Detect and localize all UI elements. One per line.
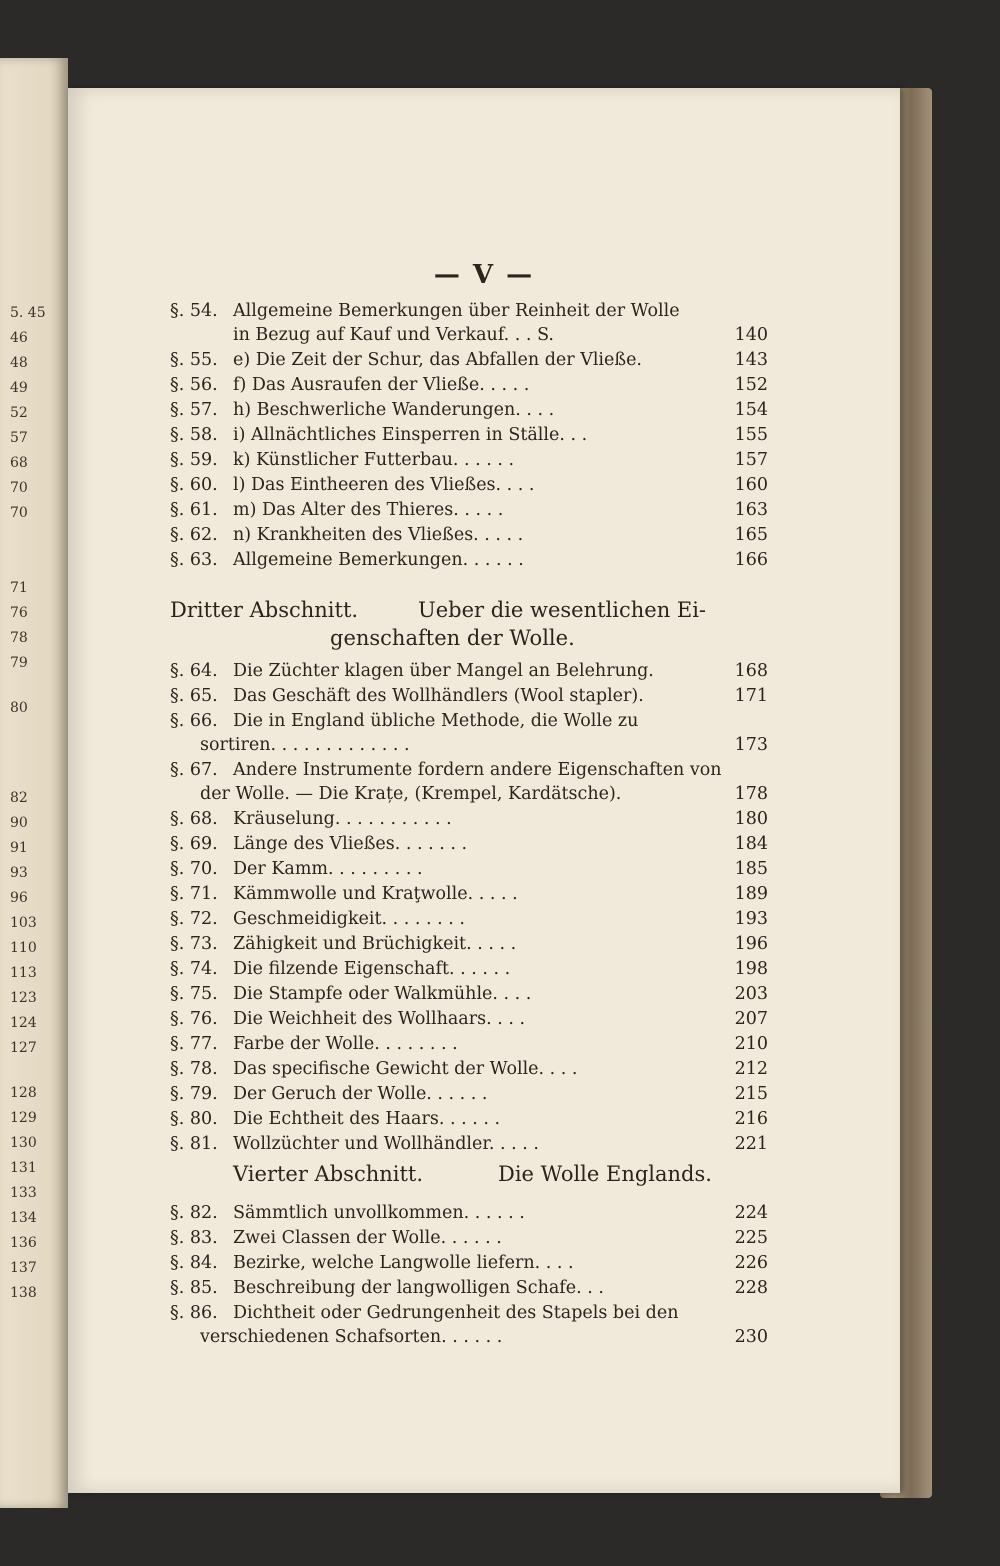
left-page-number: 129 xyxy=(10,1110,37,1126)
page-number: 210 xyxy=(734,1034,768,1054)
left-page-number: 128 xyxy=(10,1085,37,1101)
section-number: §. 77. xyxy=(170,1034,218,1054)
entry-title: k) Künstlicher Futterbau. . . . . . xyxy=(233,450,515,470)
section-4-label: Vierter Abschnitt. xyxy=(233,1162,424,1186)
page-number: 178 xyxy=(734,784,768,804)
section-number: §. 61. xyxy=(170,500,218,520)
page-number: 171 xyxy=(734,686,768,706)
left-page-number: 52 xyxy=(10,405,28,421)
left-page-number: 49 xyxy=(10,380,28,396)
left-page-number: 134 xyxy=(10,1210,37,1226)
entry-title: l) Das Eintheeren des Vließes. . . . xyxy=(233,475,535,495)
left-page-number: 80 xyxy=(10,700,28,716)
section-number: §. 79. xyxy=(170,1084,218,1104)
section-number: §. 73. xyxy=(170,934,218,954)
section-number: §. 59. xyxy=(170,450,218,470)
left-page-number: 78 xyxy=(10,630,28,646)
section-number: §. 80. xyxy=(170,1109,218,1129)
left-page-number: 133 xyxy=(10,1185,37,1201)
entry-title: e) Die Zeit der Schur, das Abfallen der Vließe. xyxy=(233,350,642,370)
left-page-number: 71 xyxy=(10,580,28,596)
page-number: 215 xyxy=(734,1084,768,1104)
entry-title: h) Beschwerliche Wanderungen. . . . xyxy=(233,400,555,420)
section-number: §. 72. xyxy=(170,909,218,929)
section-number: §. 62. xyxy=(170,525,218,545)
section-number: §. 71. xyxy=(170,884,218,904)
left-page-number: 48 xyxy=(10,355,28,371)
section-3-title-cont: genschaften der Wolle. xyxy=(330,626,575,650)
entry-title: Kämmwolle und Kraţwolle. . . . . xyxy=(233,884,518,904)
left-page-number: 124 xyxy=(10,1015,37,1031)
section-number: §. 66. xyxy=(170,711,218,731)
entry-title: Die in England übliche Methode, die Wolle zu xyxy=(233,711,639,731)
entry-title: Zähigkeit und Brüchigkeit. . . . . xyxy=(233,934,517,954)
entry-title: Der Geruch der Wolle. . . . . . xyxy=(233,1084,488,1104)
section-3-label: Dritter Abschnitt. xyxy=(170,598,359,622)
entry-title: Länge des Vließes. . . . . . . xyxy=(233,834,468,854)
page-number: 221 xyxy=(734,1134,768,1154)
section-number: §. 56. xyxy=(170,375,218,395)
page-number: 166 xyxy=(734,550,768,570)
section-number: §. 60. xyxy=(170,475,218,495)
page-number: 216 xyxy=(734,1109,768,1129)
entry-title: Die filzende Eigenschaft. . . . . . xyxy=(233,959,511,979)
page-number: 226 xyxy=(734,1253,768,1273)
entry-title-continuation: in Bezug auf Kauf und Verkauf. . . S. xyxy=(233,325,554,345)
left-page-number: 57 xyxy=(10,430,28,446)
left-page-number: 5. 45 xyxy=(10,305,46,321)
section-number: §. 75. xyxy=(170,984,218,1004)
left-page-number: 76 xyxy=(10,605,28,621)
page-number: 228 xyxy=(734,1278,768,1298)
page-number: 168 xyxy=(734,661,768,681)
left-page-number: 110 xyxy=(10,940,37,956)
section-number: §. 81. xyxy=(170,1134,218,1154)
entry-title: Bezirke, welche Langwolle liefern. . . . xyxy=(233,1253,574,1273)
left-page-number: 137 xyxy=(10,1260,37,1276)
left-page-number: 113 xyxy=(10,965,37,981)
left-page-number: 68 xyxy=(10,455,28,471)
section-number: §. 69. xyxy=(170,834,218,854)
entry-title: f) Das Ausraufen der Vließe. . . . . xyxy=(233,375,530,395)
section-number: §. 82. xyxy=(170,1203,218,1223)
page-number: 163 xyxy=(734,500,768,520)
page-number: 207 xyxy=(734,1009,768,1029)
section-number: §. 74. xyxy=(170,959,218,979)
left-page-edge xyxy=(0,58,68,1508)
left-page-number: 82 xyxy=(10,790,28,806)
left-page-number: 103 xyxy=(10,915,37,931)
page-number: 196 xyxy=(734,934,768,954)
page-number: 152 xyxy=(734,375,768,395)
page-number: 165 xyxy=(734,525,768,545)
entry-title: Farbe der Wolle. . . . . . . . xyxy=(233,1034,458,1054)
section-number: §. 68. xyxy=(170,809,218,829)
left-page-number: 127 xyxy=(10,1040,37,1056)
left-page-number: 130 xyxy=(10,1135,37,1151)
page-number: 143 xyxy=(734,350,768,370)
entry-title: Sämmtlich unvollkommen. . . . . . xyxy=(233,1203,525,1223)
entry-title: i) Allnächtliches Einsperren in Ställe. . . xyxy=(233,425,588,445)
section-number: §. 64. xyxy=(170,661,218,681)
entry-title: Dichtheit oder Gedrungenheit des Stapels bei den xyxy=(233,1303,679,1323)
page-number: 157 xyxy=(734,450,768,470)
left-page-number: 79 xyxy=(10,655,28,671)
entry-title: Allgemeine Bemerkungen über Reinheit der Wolle xyxy=(233,301,680,321)
entry-title: Kräuselung. . . . . . . . . . . xyxy=(233,809,452,829)
left-page-number: 131 xyxy=(10,1160,37,1176)
section-number: §. 55. xyxy=(170,350,218,370)
section-number: §. 76. xyxy=(170,1009,218,1029)
left-page-number: 136 xyxy=(10,1235,37,1251)
page-header: — V — xyxy=(433,260,535,290)
entry-title: Die Weichheit des Wollhaars. . . . xyxy=(233,1009,526,1029)
page-number: 173 xyxy=(734,735,768,755)
page-number: 230 xyxy=(734,1327,768,1347)
section-number: §. 58. xyxy=(170,425,218,445)
entry-title: m) Das Alter des Thieres. . . . . xyxy=(233,500,504,520)
left-page-number: 93 xyxy=(10,865,28,881)
entry-title: Zwei Classen der Wolle. . . . . . xyxy=(233,1228,502,1248)
section-number: §. 63. xyxy=(170,550,218,570)
left-page-number: 70 xyxy=(10,505,28,521)
section-number: §. 57. xyxy=(170,400,218,420)
section-number: §. 70. xyxy=(170,859,218,879)
left-page-number: 138 xyxy=(10,1285,37,1301)
left-page-number: 70 xyxy=(10,480,28,496)
page-number: 189 xyxy=(734,884,768,904)
page-number: 155 xyxy=(734,425,768,445)
left-page-number: 96 xyxy=(10,890,28,906)
section-number: §. 67. xyxy=(170,760,218,780)
left-page-number: 46 xyxy=(10,330,28,346)
left-page-number: 91 xyxy=(10,840,28,856)
entry-title-continuation: der Wolle. — Die Krațe, (Krempel, Kardätsche). xyxy=(200,784,622,804)
page-number: 224 xyxy=(734,1203,768,1223)
section-3-title: Ueber die wesentlichen Ei- xyxy=(418,598,707,622)
page-number: 193 xyxy=(734,909,768,929)
entry-title: Beschreibung der langwolligen Schafe. . . xyxy=(233,1278,604,1298)
section-number: §. 85. xyxy=(170,1278,218,1298)
book-page xyxy=(68,88,900,1493)
section-number: §. 54. xyxy=(170,301,218,321)
entry-title: Das specifische Gewicht der Wolle. . . . xyxy=(233,1059,578,1079)
entry-title: Das Geschäft des Wollhändlers (Wool stapler). xyxy=(233,686,644,706)
page-number: 154 xyxy=(734,400,768,420)
page-number: 184 xyxy=(734,834,768,854)
left-page-number: 90 xyxy=(10,815,28,831)
page-number: 140 xyxy=(734,325,768,345)
entry-title: Andere Instrumente fordern andere Eigenschaften von xyxy=(233,760,722,780)
page-number: 180 xyxy=(734,809,768,829)
entry-title: Die Echtheit des Haars. . . . . . xyxy=(233,1109,501,1129)
entry-title-continuation: sortiren. . . . . . . . . . . . . xyxy=(200,735,410,755)
page-number: 198 xyxy=(734,959,768,979)
page-number: 212 xyxy=(734,1059,768,1079)
section-number: §. 86. xyxy=(170,1303,218,1323)
section-number: §. 84. xyxy=(170,1253,218,1273)
entry-title: Die Stampfe oder Walkmühle. . . . xyxy=(233,984,532,1004)
entry-title: n) Krankheiten des Vließes. . . . . xyxy=(233,525,524,545)
section-number: §. 65. xyxy=(170,686,218,706)
section-4-title: Die Wolle Englands. xyxy=(498,1162,712,1186)
entry-title: Geschmeidigkeit. . . . . . . . xyxy=(233,909,465,929)
left-page-number: 123 xyxy=(10,990,37,1006)
page-number: 185 xyxy=(734,859,768,879)
entry-title: Wollzüchter und Wollhändler. . . . . xyxy=(233,1134,539,1154)
entry-title: Die Züchter klagen über Mangel an Belehrung. xyxy=(233,661,654,681)
section-number: §. 78. xyxy=(170,1059,218,1079)
section-number: §. 83. xyxy=(170,1228,218,1248)
entry-title: Allgemeine Bemerkungen. . . . . . xyxy=(233,550,524,570)
page-number: 160 xyxy=(734,475,768,495)
page-number: 203 xyxy=(734,984,768,1004)
entry-title-continuation: verschiedenen Schafsorten. . . . . . xyxy=(200,1327,503,1347)
entry-title: Der Kamm. . . . . . . . . xyxy=(233,859,423,879)
page-number: 225 xyxy=(734,1228,768,1248)
